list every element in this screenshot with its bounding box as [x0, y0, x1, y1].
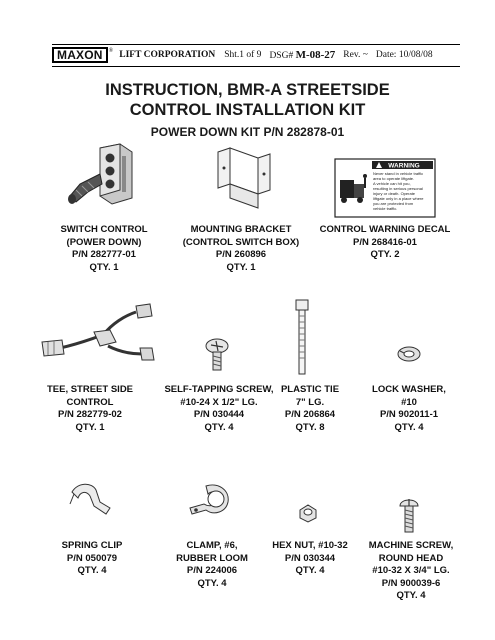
- company-name: LIFT CORPORATION: [119, 50, 216, 60]
- item-quantity: QTY. 4: [197, 577, 227, 589]
- lock-washer-illustration: [396, 344, 422, 364]
- item-lock-washer: [364, 384, 454, 434]
- item-mounting-bracket: [176, 224, 306, 274]
- item-line: MACHINE SCREW,: [368, 540, 454, 551]
- machine-screw-illustration: [398, 496, 420, 536]
- item-line: #10-32 X 3/4" LG.: [372, 565, 450, 576]
- decal-warning-text: WARNING: [388, 162, 420, 170]
- item-line: 7" LG.: [295, 396, 325, 408]
- item-quantity: QTY. 8: [295, 421, 325, 433]
- maxon-logo: [52, 48, 113, 63]
- svg-text:injury or death. Operate: injury or death. Operate: [373, 191, 416, 196]
- mounting-bracket-illustration: [200, 146, 280, 216]
- dsg-label: DSG#: [269, 51, 294, 61]
- item-quantity: QTY. 4: [396, 590, 426, 601]
- item-part-number: P/N 030344: [284, 552, 336, 564]
- item-line: RUBBER LOOM: [176, 552, 248, 564]
- header-rule-bottom: [52, 66, 460, 67]
- item-quantity: QTY. 4: [77, 565, 107, 576]
- item-line: (CONTROL SWITCH BOX): [182, 236, 300, 248]
- item-quantity: QTY. 1: [89, 261, 119, 273]
- svg-text:you are protected from: you are protected from: [373, 201, 414, 206]
- svg-text:Never stand in vehicle traffic: Never stand in vehicle traffic: [373, 171, 424, 176]
- tee-illustration: [38, 300, 156, 380]
- item-part-number: P/N 030444: [193, 409, 245, 420]
- item-plastic-tie: [276, 384, 344, 434]
- header-rule-top: [52, 44, 460, 45]
- item-line: LOCK WASHER,: [372, 384, 446, 395]
- item-line: #10: [401, 396, 417, 408]
- svg-text:resulting in serious personal: resulting in serious personal: [373, 186, 423, 191]
- item-line: TEE, STREET SIDE: [46, 384, 134, 395]
- self-tapping-screw-illustration: [204, 338, 230, 374]
- item-part-number: P/N 282779-02: [58, 409, 122, 420]
- item-part-number: P/N 900039-6: [381, 577, 441, 589]
- warning-decal-illustration: [334, 158, 436, 218]
- design-number: [269, 49, 335, 61]
- svg-text:vehicle traffic.: vehicle traffic.: [373, 206, 398, 211]
- item-quantity: QTY. 4: [295, 565, 325, 576]
- revision: Rev. ~: [343, 50, 368, 60]
- kit-subtitle: POWER DOWN KIT P/N 282878-01: [150, 125, 345, 139]
- item-part-number: P/N 282777-01: [72, 249, 136, 260]
- item-line: #10-24 X 1/2" LG.: [180, 396, 258, 408]
- item-part-number: P/N 206864: [284, 409, 336, 420]
- clamp-illustration: [186, 480, 242, 524]
- item-line: MOUNTING BRACKET: [190, 224, 292, 235]
- item-line: PLASTIC TIE: [280, 384, 340, 395]
- item-quantity: QTY. 4: [204, 421, 234, 433]
- item-part-number: P/N 050079: [66, 552, 118, 564]
- item-line: SELF-TAPPING SCREW,: [164, 384, 274, 395]
- title-line-1: INSTRUCTION, BMR-A STREETSIDE: [105, 81, 390, 99]
- svg-text:A vehicle can hit you,: A vehicle can hit you,: [373, 181, 411, 186]
- document-header: [52, 46, 460, 64]
- item-part-number: P/N 268416-01: [353, 236, 417, 248]
- switch-control-illustration: [62, 140, 154, 220]
- item-warning-decal: [314, 224, 456, 262]
- item-switch-control: [44, 224, 164, 274]
- item-line: SWITCH CONTROL: [60, 224, 148, 235]
- item-spring-clip: [44, 540, 140, 578]
- plastic-tie-illustration: [292, 298, 312, 378]
- item-line: (POWER DOWN): [66, 236, 142, 248]
- item-line: CONTROL WARNING DECAL: [319, 224, 451, 235]
- registered-mark: ®: [108, 48, 114, 54]
- item-part-number: P/N 224006: [186, 565, 238, 576]
- item-self-tapping-screw: [158, 384, 280, 434]
- svg-text:liftgate only in a place where: liftgate only in a place where: [373, 196, 424, 201]
- item-hex-nut: [262, 540, 358, 578]
- item-line: SPRING CLIP: [61, 540, 123, 551]
- title-block: [0, 80, 495, 139]
- svg-text:area to operate liftgate.: area to operate liftgate.: [373, 176, 415, 181]
- item-line: CONTROL: [66, 396, 114, 408]
- hex-nut-illustration: [296, 502, 320, 524]
- title-line-2: CONTROL INSTALLATION KIT: [129, 101, 366, 119]
- item-quantity: QTY. 4: [394, 421, 424, 433]
- item-clamp: [164, 540, 260, 590]
- date: Date: 10/08/08: [375, 50, 433, 60]
- item-part-number: P/N 260896: [215, 249, 267, 260]
- item-line: ROUND HEAD: [378, 552, 444, 564]
- item-tee: [30, 384, 150, 434]
- item-machine-screw: [356, 540, 466, 603]
- sheet-number: Sht.1 of 9: [224, 50, 262, 60]
- spring-clip-illustration: [66, 478, 114, 518]
- logo-text: MAXON: [52, 47, 108, 63]
- dsg-value: M-08-27: [295, 49, 336, 61]
- item-quantity: QTY. 1: [226, 261, 256, 273]
- item-quantity: QTY. 2: [370, 249, 400, 260]
- item-part-number: P/N 902011-1: [379, 409, 439, 420]
- item-line: CLAMP, #6,: [186, 540, 238, 551]
- item-quantity: QTY. 1: [75, 421, 105, 433]
- item-line: HEX NUT, #10-32: [272, 540, 348, 551]
